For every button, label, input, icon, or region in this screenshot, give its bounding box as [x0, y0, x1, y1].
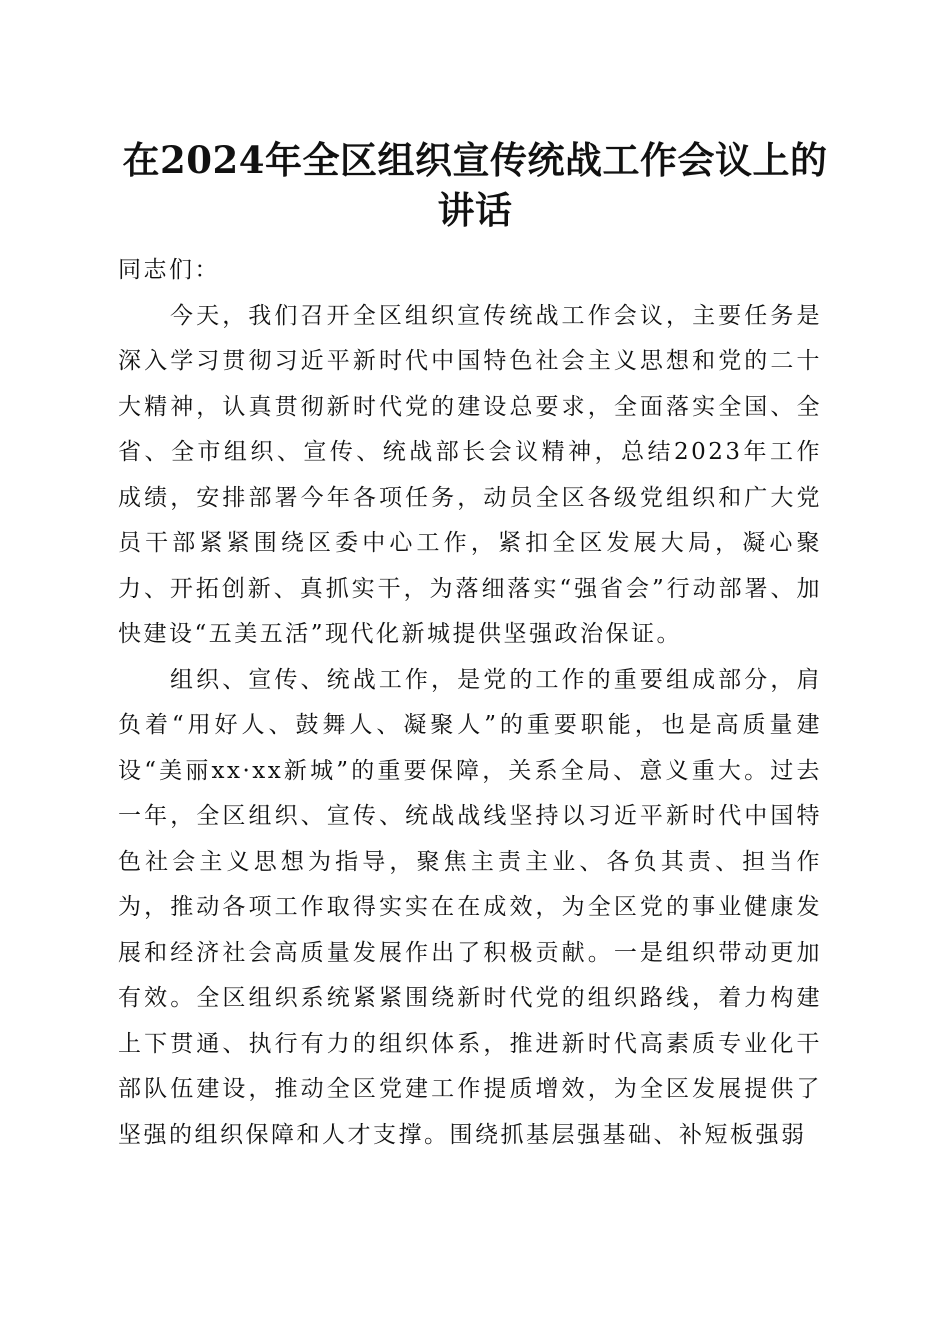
- paragraph: 今天，我们召开全区组织宣传统战工作会议，主要任务是深入学习贯彻习近平新时代中国特色社会主义思想和党的二十大精神，认真贯彻新时代党的建设总要求，全面落实全国、全省、全市组织、宣传、统战部长会议精神，总结2023年工作成绩，安排部署今年各项任务，动员全区各级党组织和广大党员干部紧紧围绕区委中心工作，紧扣全区发展大局，凝心聚力、开拓创新、真抓实干，为落细落实“强省会”行动部署、加快建设“五美五活”现代化新城提供坚强政治保证。: [118, 302, 822, 647]
- document-title: 在2024年全区组织宣传统战工作会议上的讲话: [122, 138, 828, 232]
- salutation: 同志们：: [118, 257, 220, 283]
- paragraph: 组织、宣传、统战工作，是党的工作的重要组成部分，肩负着“用好人、鼓舞人、凝聚人”的重要职能，也是高质量建设“美丽xx·xx新城”的重要保障，关系全局、意义重大。过去一年，全区组织、宣传、统战战线坚持以习近平新时代中国特色社会主义思想为指导，聚焦主责主业、各负其责、担当作为，推动各项工作取得实实在在成效，为全区党的事业健康发展和经济社会高质量发展作出了积极贡献。一是组织带动更加有效。全区组织系统紧紧围绕新时代党的组织路线，着力构建上下贯通、执行有力的组织体系，推进新时代高素质专业化干部队伍建设，推动全区党建工作提质增效，为全区发展提供了坚强的组织保障和人才支撑。围绕抓基层强基础、补短板强弱: [118, 666, 822, 1148]
- document-body: [118, 248, 822, 1158]
